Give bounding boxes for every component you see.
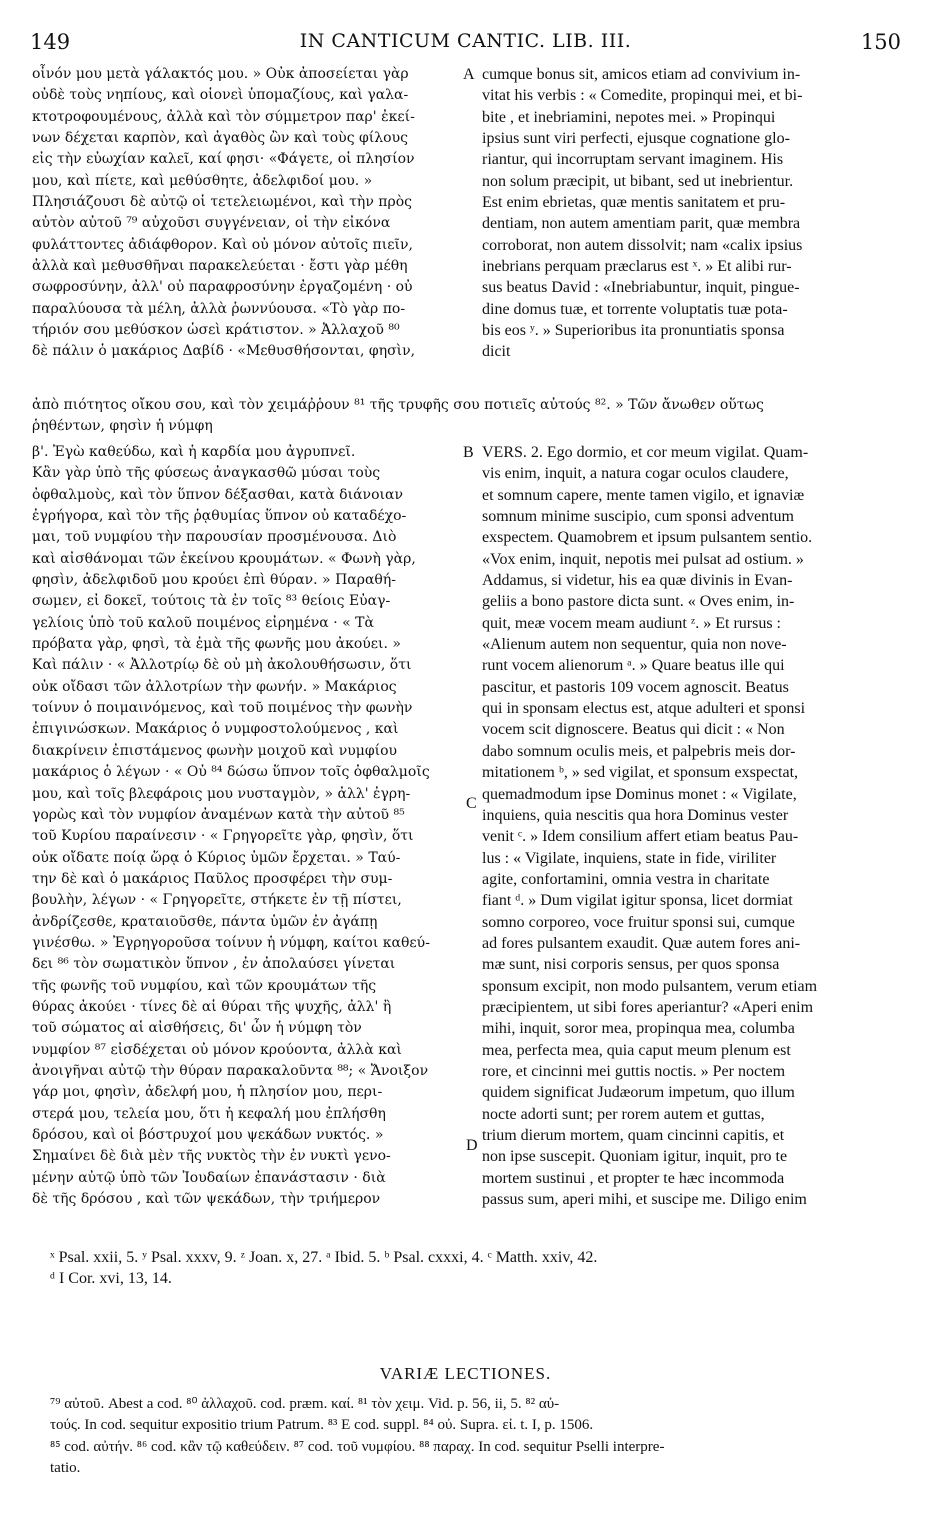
latin-main-line: passus sum, aperi mihi, et suscipe me. Diligo enim [482, 1191, 807, 1209]
latin-main-line: qui in sponsam electus est, atque adulteri et sponsi [482, 700, 806, 718]
greek-main-line: οὐκ οἴδατε ποίᾳ ὥρᾳ ὁ Κύριος ὑμῶν ἔρχεται. » Ταύ- [32, 849, 401, 866]
greek-main-line: μαι, τοῦ νυμφίου τὴν παρουσίαν προσμένουσα. Διὸ [32, 529, 397, 546]
latin-top-line: Est enim ebrietas, quæ mentis sanitatem et pru- [482, 194, 786, 212]
latin-top-line: bite , et inebriamini, nepotes mei. » Propinqui [482, 108, 776, 126]
latin-top-line: sus beatus David : «Inebriabuntur, inquit, pingue- [482, 279, 800, 297]
greek-top-line: ἀλλὰ καὶ μεθυσθῆναι παρακελεύεται · ἔστι γὰρ μέθη [32, 258, 408, 275]
latin-main-line: mea, perfecta mea, quia caput meum plenum est [482, 1041, 791, 1059]
footnotes-line: ˣ Psal. xxii, 5. ʸ Psal. xxxv, 9. ᶻ Joan. x, 27. ᵃ Ibid. 5. ᵇ Psal. cxxxi, 4. ᶜ Matth. xxiv, 42. [50, 1249, 598, 1266]
greek-main-line: γάρ μοι, φησὶν, ἀδελφή μου, ἡ πλησίον μου, περι- [32, 1084, 383, 1101]
latin-main-line: pascitur, et pastoris 109 vocem agnoscit. Beatus [482, 678, 789, 696]
greek-main-line: ἐπιγινώσκων. Μακάριος ὁ νυμφοστολούμενος , καὶ [32, 721, 399, 738]
latin-main-line: mortem sustinui , et propter te hæc incommoda [482, 1169, 785, 1187]
greek-main-line: τοίνυν ὁ ποιμαινόμενος, καὶ τοῦ ποιμένος τὴν φωνὴν [32, 700, 413, 717]
greek-main-line: στερά μου, τελεία μου, ὅτι ἡ κεφαλή μου ἐπλήσθη [32, 1105, 386, 1122]
latin-main-line: VERS. 2. Ego dormio, et cor meum vigilat. Quam- [482, 444, 809, 461]
greek-main-line: μένην αὐτῷ ὑπὸ τῶν Ἰουδαίων ἐπανάστασιν · διὰ [32, 1169, 386, 1186]
greek-main-line: μου, καὶ τοῖς βλεφάροις μου νυσταγμὸν, » ἀλλ' ἐγρη- [32, 785, 411, 802]
latin-main-line: vis enim, inquit, a natura cogar oculos claudere, [482, 465, 789, 483]
latin-main-line: quidem significat Judæorum impetum, quo illum [482, 1084, 795, 1102]
margin-letter-c: C [466, 795, 477, 812]
latin-top-line: bis eos ʸ. » Superioribus ita pronuntiatis sponsa [482, 322, 785, 340]
latin-main-line: fiant ᵈ. » Dum vigilat igitur sponsa, licet dormiat [482, 892, 793, 910]
greek-top-line: κτοτροφουμένους, ἀλλὰ καὶ τὸν σύμμετρον παρ' ἐκεί- [32, 108, 415, 125]
greek-main-line: β'. Ἐγὼ καθεύδω, καὶ ἡ καρδία μου ἀγρυπνεῖ. [32, 444, 356, 460]
greek-top-line: εἰς τὴν εὐωχίαν καλεῖ, καί φησι· «Φάγετε, οἱ πλησίον [32, 151, 415, 168]
latin-main-line: venit ᶜ. » Idem consilium affert etiam beatus Pau- [482, 828, 799, 846]
footnotes-line: ᵈ I Cor. xvi, 13, 14. [50, 1270, 172, 1288]
latin-top-line: ipsius sunt viri perfecti, ejusque cognatione glo- [482, 130, 790, 148]
wide-line: ἀπὸ πιότητος οἴκου σου, καὶ τὸν χειμάῤῥουν ⁸¹ τῆς τρυφῆς σου ποτιεῖς αὐτούς ⁸². » Τῶν ἄνωθεν οὕτως [32, 397, 764, 413]
variae-lectiones [50, 1395, 910, 1480]
greek-main-line: ἐγρήγορα, καὶ τὸν τῆς ῥᾳθυμίας ὕπνον οὐ καταδέχο- [32, 508, 407, 525]
greek-top-line: οἶνόν μου μετὰ γάλακτός μου. » Οὐκ ἀποσείεται γὰρ [32, 66, 409, 82]
greek-top-line: σωφροσύνην, ἀλλ' οὐ παραφροσύνην ἐργαζομένη · οὐ [32, 279, 413, 296]
left-page-number: 149 [30, 30, 71, 54]
greek-main-line: ἀνδρίζεσθε, κραταιοῦσθε, πάντα ὑμῶν ἐν ἀγάπῃ [32, 913, 378, 930]
greek-top-line: φυλάττοντες ἀδιάφθορον. Καὶ οὐ μόνον αὐτοῖς πιεῖν, [32, 236, 413, 253]
running-header [30, 30, 901, 58]
right-page-number: 150 [860, 30, 901, 54]
greek-top-line: αὐτὸν αὐτοῦ ⁷⁹ αὐχοῦσι συγγένειαν, οἱ τὴν εἰκόνα [32, 215, 391, 232]
greek-main-line: Καὶ πάλιν · « Ἀλλοτρίῳ δὲ οὐ μὴ ἀκολουθήσωσιν, ὅτι [32, 657, 412, 674]
variae-line: τούς. In cod. sequitur expositio trium Patrum. ⁸³ E cod. suppl. ⁸⁴ οὐ. Supra. εἰ. t. I, p. 1506. [50, 1417, 594, 1434]
running-title: IN CANTICUM CANTIC. LIB. III. [299, 30, 632, 52]
greek-main-line: τῆς φωνῆς τοῦ νυμφίου, καὶ τῶν κρουμάτων τῆς [32, 977, 377, 994]
margin-letter-d: D [466, 1137, 478, 1154]
greek-main-line: γινέσθω. » Ἐγρηγοροῦσα τοίνυν ἡ νύμφη, καίτοι καθεύ- [32, 934, 430, 951]
latin-top-line: non solum præcipit, ut bibant, sed ut inebrientur. [482, 172, 794, 190]
greek-main-line: νυμφίον ⁸⁷ εἰσδέχεται οὐ μόνον κρούοντα, ἀλλὰ καὶ [32, 1041, 402, 1058]
scripture-footnotes [50, 1248, 910, 1291]
latin-top-line: riantur, qui incorruptam servant imaginem. His [482, 151, 784, 169]
greek-main-line: την δὲ καὶ ὁ μακάριος Παῦλος προσφέρει τὴν συμ- [32, 870, 393, 887]
latin-main-line: somnum minime suscipio, cum sponsi adventum [482, 508, 794, 526]
latin-main-line: sponsum excipit, non modo pulsantem, verum etiam [482, 977, 818, 995]
latin-main-line: trium dierum mortem, quam cincinni capitis, et [482, 1127, 785, 1144]
greek-main-line: τοῦ Κυρίου παραίνεσιν · « Γρηγορεῖτε γὰρ, φησὶν, ὅτι [32, 828, 414, 845]
greek-main-line: Κἂν γὰρ ὑπὸ τῆς φύσεως ἀναγκασθῶ μύσαι τοὺς [32, 465, 381, 482]
greek-main-line: δει ⁸⁶ τὸν σωματικὸν ὕπνον , ἐν ἀπολαύσει γίνεται [32, 956, 396, 973]
latin-top-line: corroborat, non autem dissolvit; nam «calix ipsius [482, 236, 803, 254]
greek-top-line: δὲ πάλιν ὁ μακάριος Δαβίδ · «Μεθυσθήσονται, φησὶν, [32, 343, 416, 360]
latin-column-main [482, 442, 892, 1210]
wide-line: ῥηθέντων, φησὶν ἡ νύμφη [32, 418, 213, 435]
greek-main-line: φησὶν, ἀδελφιδοῦ μου κρούει ἐπὶ θύραν. » Παραθή- [32, 572, 396, 589]
latin-main-line: mitationem ᵇ, » sed vigilat, et sponsum exspectat, [482, 764, 799, 782]
margin-letter-a: A [463, 66, 475, 83]
greek-top-line: οὐδὲ τοὺς νηπίους, καὶ οἱονεὶ ὑπομαζίους, καὶ γαλα- [32, 87, 409, 104]
latin-main-line: mæ sunt, nisi corporis sensus, per quos sponsa [482, 956, 780, 974]
greek-main-line: δρόσου, καὶ οἱ βόστρυχοί μου ψεκάδων νυκτός. » [32, 1127, 384, 1143]
greek-top-line: Πλησιάζουσι δὲ αὐτῷ οἱ τετελειωμένοι, καὶ τὴν πρὸς [32, 194, 412, 211]
latin-main-line: somno corporeo, voce fruitur sponsi sui, cumque [482, 913, 795, 931]
greek-main-line: διακρίνειν ἐπιστάμενος φωνὴν μοιχοῦ καὶ νυμφίου [32, 742, 398, 759]
latin-main-line: inquiens, quia nescitis qua hora Dominus vester [482, 806, 789, 824]
greek-column-main [32, 442, 460, 1210]
latin-main-line: agite, confortamini, omnia vestra in charitate [482, 870, 770, 888]
latin-main-line: exspectem. Quamobrem et ipsum pulsantem sentio. [482, 529, 813, 547]
latin-top-line: dicit [482, 343, 511, 361]
greek-main-line: ἀνοιγῆναι αὐτῷ τὴν θύραν παρακαλοῦντα ⁸⁸; « Ἄνοιξον [32, 1062, 429, 1079]
greek-top-line: παραλύουσα τὰ μέλη, ἀλλὰ ῥωννύουσα. «Τὸ γὰρ πο- [32, 300, 406, 317]
latin-main-line: Addamus, si videtur, his ea quæ divinis in Evan- [482, 572, 793, 590]
latin-main-line: «Vox enim, inquit, nepotis mei pulsat ad ostium. » [482, 550, 804, 568]
latin-column-top [482, 64, 892, 363]
greek-top-line: μου, καὶ πίετε, καὶ μεθύσθητε, ἀδελφιδοί μου. » [32, 172, 373, 189]
latin-main-line: runt vocem alienorum ᵃ. » Quare beatus ille qui [482, 657, 785, 675]
greek-main-line: δὲ τῆς δρόσου , καὶ τῶν ψεκάδων, τὴν τριήμερον [32, 1191, 381, 1208]
variae-line: ⁸⁵ cod. αὐτήν. ⁸⁶ cod. κἂν τῷ καθεύδειν. ⁸⁷ cod. τοῦ νυμφίου. ⁸⁸ παραχ. In cod. sequitur Pselli interpre- [50, 1438, 665, 1455]
latin-main-line: nocte adorti sunt; per rorem autem et guttas, [482, 1105, 765, 1123]
latin-main-line: et somnum capere, mente tamen vigilo, et ignaviæ [482, 486, 805, 504]
greek-main-line: γορὼς καὶ τὸν νυμφίον ἀναμένων κατὰ τὴν αὐτοῦ ⁸⁵ [32, 806, 405, 823]
greek-full-width-passage [32, 395, 902, 438]
latin-top-line: inebrians perquam præclarus est ˣ. » Et alibi rur- [482, 258, 792, 276]
greek-column-top [32, 64, 460, 363]
greek-top-line: τήριόν σου μεθύσκον ὡσεὶ κράτιστον. » Ἀλλαχοῦ ⁸⁰ [32, 322, 400, 339]
latin-top-line: cumque bonus sit, amicos etiam ad convivium in- [482, 66, 801, 83]
greek-main-line: Σημαίνει δὲ διὰ μὲν τῆς νυκτὸς τὴν ἐν νυκτὶ γενο- [32, 1148, 391, 1165]
variae-line: ⁷⁹ αὐτοῦ. Abest a cod. ⁸⁰ ἀλλαχοῦ. cod. præm. καί. ⁸¹ τὸν χειμ. Vid. p. 56, ii, 5. ⁸² αὐ- [50, 1396, 560, 1412]
latin-main-line: dabo somnum oculis meis, et palpebris meis dor- [482, 742, 796, 760]
greek-main-line: πρόβατα γὰρ, φησὶ, τὰ ἐμὰ τῆς φωνῆς μου ἀκούει. » [32, 636, 401, 653]
greek-main-line: ὀφθαλμοὺς, καὶ τὸν ὕπνον δέξασθαι, κατὰ διάνοιαν [32, 486, 403, 503]
greek-main-line: βουλὴν, λέγων · « Γρηγορεῖτε, στήκετε ἐν τῇ πίστει, [32, 892, 402, 909]
latin-top-line: dentiam, non autem amentiam parit, quæ membra [482, 215, 801, 233]
latin-main-line: quemadmodum ipse Dominus monet : « Vigilate, [482, 785, 797, 803]
variae-line: tatio. [50, 1460, 81, 1477]
latin-main-line: præcipientem, ut sibi fores aperiantur? «Aperi enim [482, 998, 814, 1016]
variae-lectiones-heading: VARIÆ LECTIONES. [379, 1364, 552, 1383]
greek-main-line: τοῦ σώματος αἱ αἰσθήσεις, δι' ὧν ἡ νύμφη τὸν [32, 1020, 362, 1037]
greek-main-line: μακάριος ὁ λέγων · « Οὐ ⁸⁴ δώσω ὕπνον τοῖς ὀφθαλμοῖς [32, 764, 430, 781]
greek-main-line: οὐκ οἴδασι τῶν ἀλλοτρίων τὴν φωνήν. » Μακάριος [32, 678, 397, 695]
latin-main-line: geliis a bono pastore dicta sunt. « Oves enim, in- [482, 593, 795, 611]
greek-main-line: σωμεν, εἰ δοκεῖ, τούτοις τὰ ἐν τοῖς ⁸³ θείοις Εὐαγ- [32, 593, 391, 610]
latin-main-line: rore, et cincinni mei guttis noctis. » Per noctem [482, 1062, 786, 1080]
latin-top-line: dine domus tuæ, et torrente voluptatis tuæ pota- [482, 300, 788, 318]
latin-main-line: lus : « Vigilate, inquiens, state in fide, viriliter [482, 849, 777, 867]
greek-main-line: καὶ αἰσθάνομαι τῶν ἐκείνου κρουμάτων. « Φωνὴ γὰρ, [32, 550, 416, 567]
latin-main-line: mihi, inquit, soror mea, propinqua mea, columba [482, 1020, 795, 1038]
latin-main-line: quit, meæ vocem meam audiunt ᶻ. » Et rursus : [482, 614, 781, 632]
latin-main-line: «Alienum autem non sequentur, quia non nove- [482, 636, 787, 654]
greek-main-line: γελίοις ὑπὸ τοῦ καλοῦ ποιμένος εἰρημένα · « Τὰ [32, 614, 374, 631]
margin-letter-b: B [463, 444, 474, 461]
latin-top-line: vitat his verbis : « Comedite, propinqui mei, et bi- [482, 87, 803, 105]
greek-top-line: νων δέχεται καρπὸν, καὶ ἀγαθὸς ὢν καὶ τοὺς φίλους [32, 130, 408, 147]
latin-main-line: vocem scit dignoscere. Beatus qui dicit : « Non [482, 721, 785, 739]
latin-main-line: ad fores pulsantem exaudit. Quæ autem fores ani- [482, 934, 801, 952]
latin-main-line: non ipse suscepit. Quoniam igitur, inquit, pro te [482, 1148, 788, 1166]
greek-main-line: θύρας ἀκούει · τίνες δὲ αἱ θύραι τῆς ψυχῆς, ἀλλ' ἢ [32, 998, 392, 1015]
